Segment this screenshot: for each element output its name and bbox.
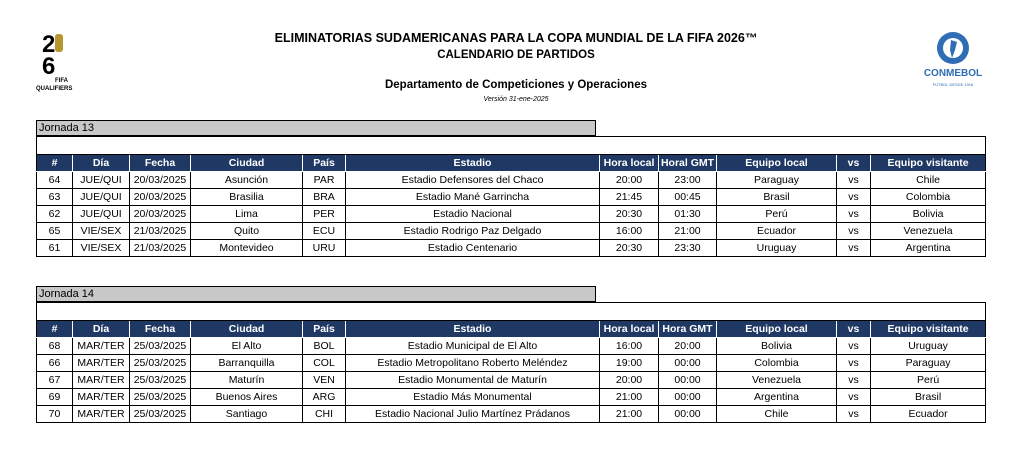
col-header-gmt-time: Horal GMT bbox=[659, 155, 717, 172]
match-number: 62 bbox=[37, 206, 73, 223]
match-home-team: Brasil bbox=[717, 189, 837, 206]
match-stadium: Estadio Defensores del Chaco bbox=[346, 172, 600, 189]
match-city: Barranquilla bbox=[191, 355, 303, 372]
match-day: JUE/QUI bbox=[73, 172, 130, 189]
table-row bbox=[37, 389, 986, 406]
table-row bbox=[37, 338, 986, 355]
match-number: 69 bbox=[37, 389, 73, 406]
match-day: VIE/SEX bbox=[73, 223, 130, 240]
match-date: 21/03/2025 bbox=[130, 240, 191, 257]
match-vs: vs bbox=[837, 223, 871, 240]
match-city: Asunción bbox=[191, 172, 303, 189]
match-local-time: 20:00 bbox=[600, 372, 659, 389]
match-date: 21/03/2025 bbox=[130, 223, 191, 240]
match-vs: vs bbox=[837, 355, 871, 372]
match-vs: vs bbox=[837, 389, 871, 406]
jornada-13-label: Jornada 13 bbox=[36, 120, 596, 136]
match-gmt-time: 21:00 bbox=[659, 223, 717, 240]
match-stadium: Estadio Mané Garrincha bbox=[346, 189, 600, 206]
match-vs: vs bbox=[837, 372, 871, 389]
col-header-home-team: Equipo local bbox=[717, 321, 837, 338]
match-stadium: Estadio Metropolitano Roberto Meléndez bbox=[346, 355, 600, 372]
match-vs: vs bbox=[837, 406, 871, 423]
match-away-team: Bolivia bbox=[871, 206, 986, 223]
match-local-time: 16:00 bbox=[600, 338, 659, 355]
table-row bbox=[37, 372, 986, 389]
match-away-team: Colombia bbox=[871, 189, 986, 206]
svg-text:FÚTBOL DESDE 1916: FÚTBOL DESDE 1916 bbox=[932, 82, 974, 87]
jornada-13-date: Jueves, 20 y viernes, 21 de marzo de 2025 bbox=[37, 137, 986, 155]
svg-text:QUALIFIERS: QUALIFIERS bbox=[36, 86, 73, 92]
match-stadium: Estadio Nacional Julio Martínez Prádanos bbox=[346, 406, 600, 423]
match-day: MAR/TER bbox=[73, 389, 130, 406]
table-row bbox=[37, 355, 986, 372]
match-country: BOL bbox=[303, 338, 346, 355]
match-city: Santiago bbox=[191, 406, 303, 423]
match-local-time: 21:00 bbox=[600, 389, 659, 406]
col-header-city: Ciudad bbox=[191, 321, 303, 338]
match-local-time: 16:00 bbox=[600, 223, 659, 240]
table-row bbox=[37, 223, 986, 240]
col-header-city: Ciudad bbox=[191, 155, 303, 172]
match-gmt-time: 01:30 bbox=[659, 206, 717, 223]
match-home-team: Ecuador bbox=[717, 223, 837, 240]
match-day: MAR/TER bbox=[73, 338, 130, 355]
col-header-vs: vs bbox=[837, 155, 871, 172]
table-header-row bbox=[37, 321, 986, 338]
match-number: 68 bbox=[37, 338, 73, 355]
match-home-team: Colombia bbox=[717, 355, 837, 372]
col-header-gmt-time: Hora GMT bbox=[659, 321, 717, 338]
match-number: 61 bbox=[37, 240, 73, 257]
match-number: 63 bbox=[37, 189, 73, 206]
match-date: 25/03/2025 bbox=[130, 389, 191, 406]
col-header-country: País bbox=[303, 155, 346, 172]
match-home-team: Chile bbox=[717, 406, 837, 423]
match-home-team: Argentina bbox=[717, 389, 837, 406]
col-header-home-team: Equipo local bbox=[717, 155, 837, 172]
match-vs: vs bbox=[837, 189, 871, 206]
match-city: Lima bbox=[191, 206, 303, 223]
match-gmt-time: 00:00 bbox=[659, 355, 717, 372]
table-row bbox=[37, 240, 986, 257]
match-gmt-time: 23:30 bbox=[659, 240, 717, 257]
match-day: MAR/TER bbox=[73, 372, 130, 389]
match-country: COL bbox=[303, 355, 346, 372]
col-header-day: Día bbox=[73, 155, 130, 172]
match-away-team: Brasil bbox=[871, 389, 986, 406]
match-date: 25/03/2025 bbox=[130, 406, 191, 423]
match-home-team: Venezuela bbox=[717, 372, 837, 389]
col-header-date: Fecha bbox=[130, 321, 191, 338]
match-country: CHI bbox=[303, 406, 346, 423]
match-vs: vs bbox=[837, 240, 871, 257]
document-subtitle: CALENDARIO DE PARTIDOS bbox=[437, 49, 595, 61]
match-away-team: Ecuador bbox=[871, 406, 986, 423]
match-vs: vs bbox=[837, 172, 871, 189]
match-number: 65 bbox=[37, 223, 73, 240]
match-city: El Alto bbox=[191, 338, 303, 355]
match-away-team: Paraguay bbox=[871, 355, 986, 372]
match-stadium: Estadio Centenario bbox=[346, 240, 600, 257]
match-date: 20/03/2025 bbox=[130, 172, 191, 189]
match-number: 66 bbox=[37, 355, 73, 372]
match-city: Montevideo bbox=[191, 240, 303, 257]
match-country: PAR bbox=[303, 172, 346, 189]
match-gmt-time: 00:00 bbox=[659, 372, 717, 389]
match-city: Brasilia bbox=[191, 189, 303, 206]
version-label: Versión 31-ene-2025 bbox=[483, 96, 549, 103]
col-header-stadium: Estadio bbox=[346, 155, 600, 172]
match-date: 25/03/2025 bbox=[130, 372, 191, 389]
svg-text:6: 6 bbox=[42, 53, 56, 80]
col-header-local-time: Hora local bbox=[600, 321, 659, 338]
match-local-time: 20:30 bbox=[600, 206, 659, 223]
match-day: JUE/QUI bbox=[73, 189, 130, 206]
match-city: Quito bbox=[191, 223, 303, 240]
col-header-away-team: Equipo visitante bbox=[871, 155, 986, 172]
jornada-14-label: Jornada 14 bbox=[36, 286, 596, 302]
match-country: PER bbox=[303, 206, 346, 223]
match-country: BRA bbox=[303, 189, 346, 206]
match-local-time: 20:00 bbox=[600, 172, 659, 189]
svg-text:CONMEBOL: CONMEBOL bbox=[923, 68, 983, 79]
match-away-team: Chile bbox=[871, 172, 986, 189]
table-row bbox=[37, 206, 986, 223]
col-header-number: # bbox=[37, 155, 73, 172]
match-city: Buenos Aires bbox=[191, 389, 303, 406]
svg-text:FIFA: FIFA bbox=[55, 78, 68, 84]
match-away-team: Uruguay bbox=[871, 338, 986, 355]
col-header-date: Fecha bbox=[130, 155, 191, 172]
match-date: 20/03/2025 bbox=[130, 206, 191, 223]
match-stadium: Estadio Nacional bbox=[346, 206, 600, 223]
match-gmt-time: 00:45 bbox=[659, 189, 717, 206]
match-date: 25/03/2025 bbox=[130, 355, 191, 372]
table-header-row bbox=[37, 155, 986, 172]
match-day: VIE/SEX bbox=[73, 240, 130, 257]
match-number: 67 bbox=[37, 372, 73, 389]
match-stadium: Estadio Rodrigo Paz Delgado bbox=[346, 223, 600, 240]
match-local-time: 19:00 bbox=[600, 355, 659, 372]
table-row bbox=[37, 189, 986, 206]
match-local-time: 21:00 bbox=[600, 406, 659, 423]
match-country: ECU bbox=[303, 223, 346, 240]
match-country: ARG bbox=[303, 389, 346, 406]
jornada-14-table bbox=[36, 302, 986, 423]
col-header-stadium: Estadio bbox=[346, 321, 600, 338]
match-home-team: Bolivia bbox=[717, 338, 837, 355]
match-local-time: 20:30 bbox=[600, 240, 659, 257]
match-local-time: 21:45 bbox=[600, 189, 659, 206]
svg-text:2: 2 bbox=[42, 31, 56, 58]
table-row bbox=[37, 172, 986, 189]
match-gmt-time: 00:00 bbox=[659, 389, 717, 406]
match-gmt-time: 20:00 bbox=[659, 338, 717, 355]
match-date: 25/03/2025 bbox=[130, 338, 191, 355]
match-number: 70 bbox=[37, 406, 73, 423]
match-stadium: Estadio Municipal de El Alto bbox=[346, 338, 600, 355]
match-gmt-time: 23:00 bbox=[659, 172, 717, 189]
match-vs: vs bbox=[837, 338, 871, 355]
match-gmt-time: 00:00 bbox=[659, 406, 717, 423]
jornada-14-date: Martes, 25 de marzo de 2025 bbox=[37, 303, 986, 321]
match-away-team: Perú bbox=[871, 372, 986, 389]
jornada-13-table bbox=[36, 136, 986, 257]
match-day: MAR/TER bbox=[73, 355, 130, 372]
match-city: Maturín bbox=[191, 372, 303, 389]
match-home-team: Uruguay bbox=[717, 240, 837, 257]
col-header-local-time: Hora local bbox=[600, 155, 659, 172]
match-vs: vs bbox=[837, 206, 871, 223]
col-header-away-team: Equipo visitante bbox=[871, 321, 986, 338]
match-day: JUE/QUI bbox=[73, 206, 130, 223]
match-home-team: Perú bbox=[717, 206, 837, 223]
match-away-team: Argentina bbox=[871, 240, 986, 257]
match-number: 64 bbox=[37, 172, 73, 189]
col-header-country: País bbox=[303, 321, 346, 338]
match-stadium: Estadio Más Monumental bbox=[346, 389, 600, 406]
match-date: 20/03/2025 bbox=[130, 189, 191, 206]
col-header-day: Día bbox=[73, 321, 130, 338]
match-country: VEN bbox=[303, 372, 346, 389]
match-stadium: Estadio Monumental de Maturín bbox=[346, 372, 600, 389]
col-header-number: # bbox=[37, 321, 73, 338]
department-label: Departamento de Competiciones y Operaciones bbox=[384, 79, 648, 91]
match-day: MAR/TER bbox=[73, 406, 130, 423]
table-row bbox=[37, 406, 986, 423]
match-home-team: Paraguay bbox=[717, 172, 837, 189]
match-country: URU bbox=[303, 240, 346, 257]
match-away-team: Venezuela bbox=[871, 223, 986, 240]
document-title: ELIMINATORIAS SUDAMERICANAS PARA LA COPA MUNDIAL DE LA FIFA 2026™ bbox=[274, 31, 758, 45]
col-header-vs: vs bbox=[837, 321, 871, 338]
